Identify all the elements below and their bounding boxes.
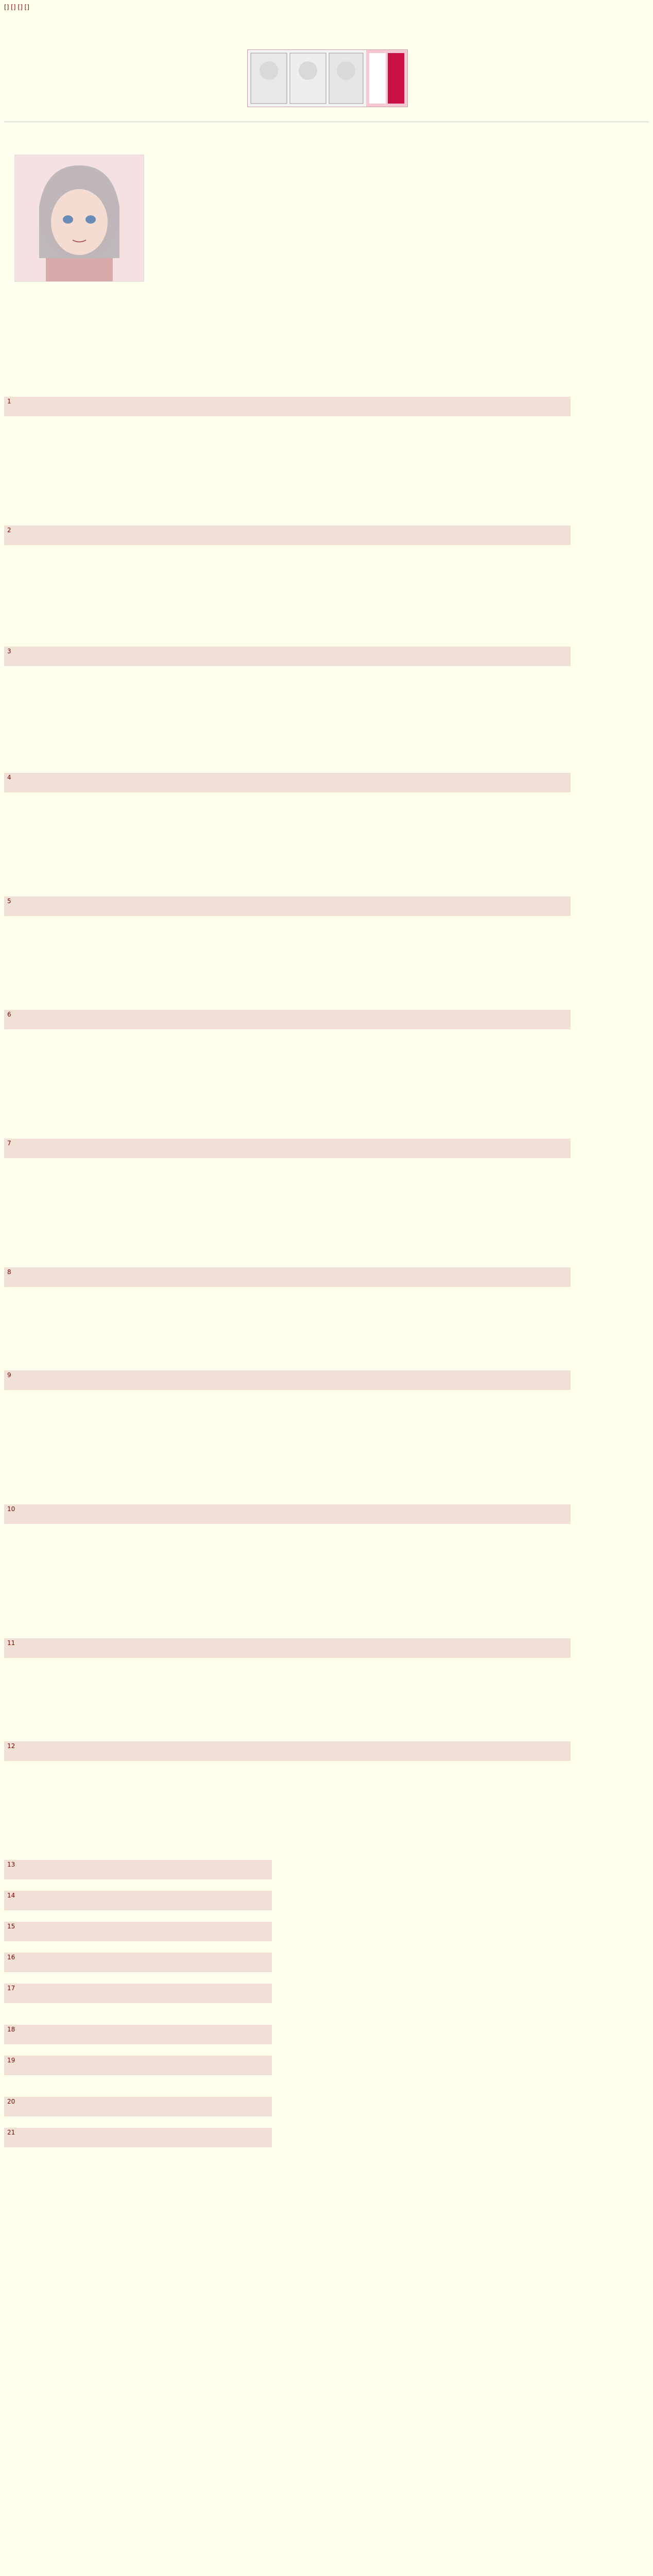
reply-header bbox=[4, 397, 571, 406]
reply bbox=[4, 773, 571, 792]
reply-number: 9 bbox=[7, 1371, 11, 1379]
reply-number: 3 bbox=[7, 648, 11, 655]
reply bbox=[4, 397, 571, 416]
reply bbox=[4, 2025, 272, 2044]
reply bbox=[4, 1891, 272, 1910]
reply bbox=[4, 896, 571, 916]
reply bbox=[4, 1860, 272, 1879]
reply-number: 18 bbox=[7, 2026, 15, 2033]
reply bbox=[4, 1504, 571, 1524]
reply-header bbox=[4, 1953, 272, 1962]
reply-body bbox=[4, 1962, 272, 1972]
reply-number: 20 bbox=[7, 2098, 15, 2105]
reply-number: 5 bbox=[7, 897, 11, 905]
reply-body bbox=[4, 2065, 272, 2075]
reply-number: 17 bbox=[7, 1985, 15, 1992]
board-banner[interactable] bbox=[247, 49, 408, 107]
reply-header bbox=[4, 896, 571, 906]
reply-header bbox=[4, 1860, 272, 1869]
reply-header bbox=[4, 2025, 272, 2034]
reply-header bbox=[4, 2056, 272, 2065]
reply-header bbox=[4, 2128, 272, 2137]
reply-body bbox=[4, 1380, 571, 1390]
reply bbox=[4, 1922, 272, 1941]
reply-body bbox=[4, 1514, 571, 1524]
banner-logo bbox=[366, 50, 407, 107]
reply-header bbox=[4, 1139, 571, 1148]
reply-body bbox=[4, 535, 571, 545]
reply-number: 6 bbox=[7, 1011, 11, 1018]
reply-body bbox=[4, 406, 571, 416]
reply-number: 11 bbox=[7, 1639, 15, 1647]
reply-body bbox=[4, 1148, 571, 1158]
op-thumbnail-image[interactable] bbox=[14, 155, 144, 282]
reply-body bbox=[4, 1751, 571, 1761]
reply-header bbox=[4, 1638, 571, 1648]
reply-number: 7 bbox=[7, 1140, 11, 1147]
reply-number: 15 bbox=[7, 1923, 15, 1930]
reply-header bbox=[4, 1922, 272, 1931]
reply-header bbox=[4, 1741, 571, 1751]
reply-body bbox=[4, 1993, 272, 2003]
reply-number: 10 bbox=[7, 1505, 15, 1513]
reply-number: 14 bbox=[7, 1892, 15, 1899]
reply bbox=[4, 1984, 272, 2003]
reply-number: 12 bbox=[7, 1742, 15, 1750]
reply bbox=[4, 1953, 272, 1972]
reply-number: 8 bbox=[7, 1268, 11, 1276]
reply bbox=[4, 1267, 571, 1287]
reply-header bbox=[4, 2097, 272, 2106]
reply-number: 4 bbox=[7, 774, 11, 781]
reply-body bbox=[4, 906, 571, 916]
reply-body bbox=[4, 2034, 272, 2044]
reply bbox=[4, 526, 571, 545]
reply-header bbox=[4, 1370, 571, 1380]
op-body bbox=[154, 166, 639, 171]
reply bbox=[4, 2056, 272, 2075]
reply-body bbox=[4, 1648, 571, 1658]
reply-body bbox=[4, 1900, 272, 1910]
reply-body bbox=[4, 782, 571, 792]
reply-header bbox=[4, 526, 571, 535]
reply-body bbox=[4, 1931, 272, 1941]
reply-number: 19 bbox=[7, 2057, 15, 2064]
reply bbox=[4, 2097, 272, 2116]
nav-bracket: [ bbox=[4, 4, 7, 11]
reply-header bbox=[4, 647, 571, 656]
reply bbox=[4, 1010, 571, 1029]
reply bbox=[4, 1638, 571, 1658]
reply-header bbox=[4, 1984, 272, 1993]
reply-number: 2 bbox=[7, 527, 11, 534]
reply-body bbox=[4, 1019, 571, 1029]
reply-number: 13 bbox=[7, 1861, 15, 1868]
reply bbox=[4, 647, 571, 666]
reply-body bbox=[4, 1277, 571, 1287]
reply-number: 16 bbox=[7, 1954, 15, 1961]
reply-body bbox=[4, 2106, 272, 2116]
reply-header bbox=[4, 1504, 571, 1514]
reply bbox=[4, 1370, 571, 1390]
reply bbox=[4, 1741, 571, 1761]
banner-image bbox=[248, 50, 366, 107]
reply-header bbox=[4, 1891, 272, 1900]
reply-body bbox=[4, 656, 571, 666]
reply bbox=[4, 1139, 571, 1158]
reply-number: 21 bbox=[7, 2129, 15, 2136]
reply-header bbox=[4, 773, 571, 782]
reply bbox=[4, 2128, 272, 2147]
top-nav: [] [] [] [] bbox=[4, 4, 29, 11]
reply-header bbox=[4, 1010, 571, 1019]
reply-body bbox=[4, 2137, 272, 2147]
reply-body bbox=[4, 1869, 272, 1879]
reply-number: 1 bbox=[7, 398, 11, 405]
reply-header bbox=[4, 1267, 571, 1277]
